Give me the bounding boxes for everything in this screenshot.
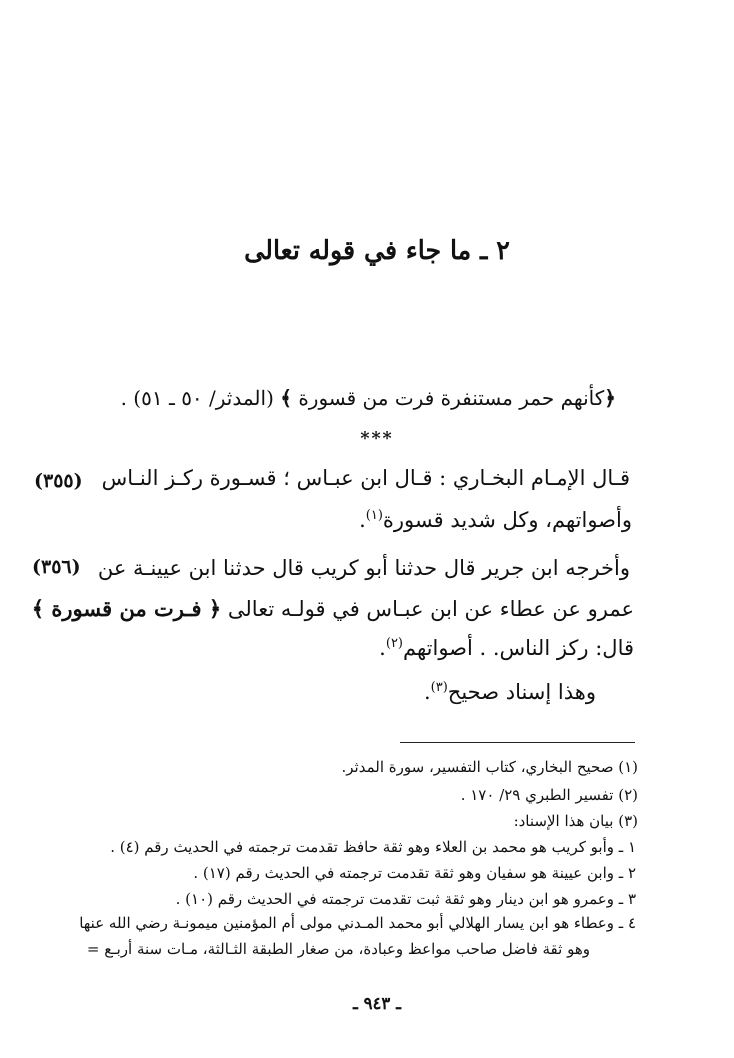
hadith-356-line-4-text: وهذا إسناد صحيح bbox=[447, 680, 596, 704]
footnote-divider bbox=[400, 742, 635, 743]
footnote-ref-2: (٢) bbox=[385, 636, 403, 651]
footnote-2: (٢) تفسير الطبري ٢٩/ ١٧٠ . bbox=[460, 786, 638, 804]
hadith-356-line-3-text: قال: ركز الناس. . أصواتهم bbox=[403, 636, 634, 660]
hadith-355-line-2 bbox=[359, 508, 632, 532]
verse-reference: (المدثر/ ٥٠ ـ ٥١) . bbox=[120, 386, 274, 410]
chapter-title: ٢ ـ ما جاء في قوله تعالى bbox=[244, 236, 510, 266]
hadith-356-line-3 bbox=[379, 636, 634, 660]
footnote-3-item-4-cont: وهو ثقة فاضل صاحب مواعظ وعبادة، من صغار الطبقة الثـالثة، مـات سنة أربـع = bbox=[86, 940, 590, 958]
hadith-356-line-4-end: . bbox=[423, 680, 431, 704]
hadith-356-line-2-text: عمرو عن عطاء عن ابن عبـاس في قولـه تعالى bbox=[227, 597, 634, 621]
hadith-356-line-1: وأخرجه ابن جرير قال حدثنا أبو كريب قال حدثنا ابن عيينـة عن bbox=[97, 556, 630, 580]
footnote-ref-3: (٣) bbox=[430, 680, 448, 695]
hadith-356-quote: ﴿ فـرت من قسورة ﴾ bbox=[31, 596, 222, 621]
page-number: ـ ٩٤٣ ـ bbox=[353, 994, 401, 1014]
verse-text: كأنهم حمر مستنفرة فرت من قسورة bbox=[298, 386, 605, 410]
hadith-356-line-2 bbox=[32, 596, 634, 621]
footnote-3-item-1: ١ ـ وأبو كريب هو محمد بن العلاء وهو ثقة حافظ تقدمت ترجمته في الحديث رقم (٤) . bbox=[110, 838, 636, 856]
footnote-3-item-4: ٤ ـ وعطاء هو ابن يسار الهلالي أبو محمد المـدني مولى أم المؤمنين ميمونـة رضي الله عنها bbox=[79, 914, 636, 932]
hadith-number-355: (٣٥٥) bbox=[34, 470, 83, 492]
hadith-355-line-2-text: وأصواتهم، وكل شديد قسورة bbox=[382, 508, 632, 532]
footnote-ref-1: (١) bbox=[365, 508, 383, 523]
hadith-356-line-4 bbox=[424, 680, 596, 704]
hadith-356-line-3-end: . bbox=[379, 636, 386, 660]
hadith-number-356: (٣٥٦) bbox=[32, 556, 81, 578]
verse-open-bracket: ﴿ bbox=[604, 386, 616, 410]
quran-verse bbox=[121, 386, 616, 410]
hadith-355-line-1: قـال الإمـام البخـاري : قـال ابن عبـاس ؛ قسـورة ركـز النـاس bbox=[101, 466, 630, 490]
section-separator: *** bbox=[360, 428, 394, 449]
footnote-1: (١) صحيح البخاري، كتاب التفسير، سورة المدثر. bbox=[341, 758, 638, 776]
verse-close-bracket: ﴾ bbox=[280, 386, 292, 410]
footnote-3: (٣) بيان هذا الإسناد: bbox=[513, 812, 638, 830]
hadith-355-line-2-end: . bbox=[359, 508, 366, 532]
footnote-3-item-2: ٢ ـ وابن عيينة هو سفيان وهو ثقة تقدمت ترجمته في الحديث رقم (١٧) . bbox=[193, 864, 636, 882]
footnote-3-item-3: ٣ ـ وعمرو هو ابن دينار وهو ثقة ثبت تقدمت ترجمته في الحديث رقم (١٠) . bbox=[175, 890, 636, 908]
